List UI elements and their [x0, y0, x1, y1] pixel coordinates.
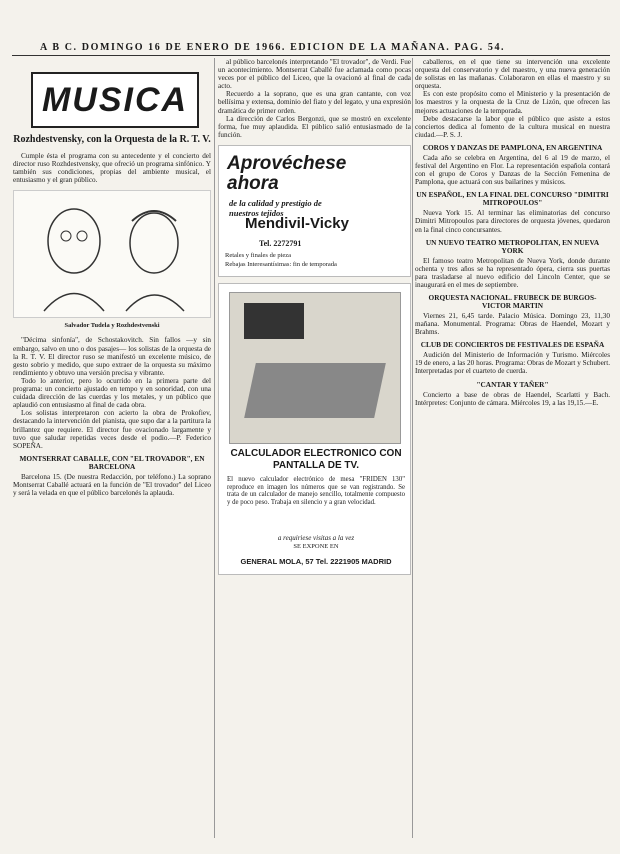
paragraph: Audición del Ministerio de Información y Turismo. Miércoles 19 de enero, a las 20 horas. Programa: Obras de Mozart y Schubert. Interpretadas por el cuarteto de cuerda. — [415, 351, 610, 376]
paragraph: al público barcelonés interpretando "El trovador", de Verdi. Fue un acontecimiento. Montserrat Caballé fue aclamada como pocas veces por el público del Liceo, que la ovacionó al final de cada acto. — [218, 58, 411, 91]
article-heading: MONTSERRAT CABALLE, CON "EL TROVADOR", EN BARCELONA — [19, 453, 205, 471]
article-title: Rozhdestvensky, con la Orquesta de la R. T. V. — [13, 134, 211, 145]
ad-request: a requiriese visitas a la vez — [277, 533, 355, 542]
ad-body: El nuevo calculador electrónico de mesa "FRIDEN 130" reproduce en imagen los números que se van registrando. Se trata de un calculador de manejo sencillo, totalmente compuesto y de poco peso. Trabaja en silencio y a gran velocidad. — [227, 475, 405, 506]
ad-line: Retales y finales de pieza — [225, 251, 292, 259]
paragraph: El famoso teatro Metropolitan de Nueva York, donde durante ochenta y tres años se ha representado ópera, cierra sus puertas para trasladarse al nuevo edificio del Lincoln Center, que se inaugurará en el mes de septiembre. — [415, 256, 610, 289]
ad-phone: Tel. 2272791 — [259, 238, 302, 248]
paragraph: Barcelona 15. (De nuestra Redacción, por teléfono.) La soprano Montserrat Caballé actuará en la función de "El trovador" del Liceo y será la velada en que el público barcelonés la aplauda. — [13, 472, 211, 497]
header-rule — [12, 55, 610, 56]
ad-brand: Mendivil-Vicky — [245, 214, 349, 232]
paragraph: Cada año se celebra en Argentina, del 6 al 19 de marzo, el festival del Argentino en Flor. La representación española contará con el grupo de Coros y Danzas de la Sección Femenina de Pamplona, que actuará con sus bailarines y músicos. — [415, 153, 610, 187]
paragraph: Viernes 21, 6,45 tarde. Palacio Música. Domingo 23, 11,30 mañana. Monumental. Programa: Obras de Haendel, Mozart y Brahms. — [415, 311, 610, 337]
ad-headline-line1: Aprovéchese — [227, 152, 347, 174]
tv-screen-icon — [244, 303, 304, 339]
article-heading: COROS Y DANZAS DE PAMPLONA, EN ARGENTINA — [422, 142, 603, 152]
column-2 — [218, 58, 411, 843]
article-heading: CLUB DE CONCIERTOS DE FESTIVALES DE ESPAÑA — [420, 340, 605, 350]
ad-address: GENERAL MOLA, 57 Tel. 2221905 MADRID — [240, 556, 392, 566]
article-heading: UN ESPAÑOL, EN LA FINAL DEL CONCURSO "DIMITRI MITROPOULOS" — [416, 190, 609, 208]
ad-tagline-line1: de la calidad y prestigio de — [229, 197, 322, 208]
column-3 — [415, 58, 610, 843]
page-header: A B C. DOMINGO 16 DE ENERO DE 1966. EDICION DE LA MAÑANA. PAG. 54. — [40, 42, 506, 53]
paragraph: "Décima sinfonía", de Schostakovitch. Sin fallos —y sin embargo, salvo en uno o dos pasajes— los solistas de la orquesta de la R. T. V. El director ruso se manifestó un excelente músico, de gesto sobrio y medido, que supo extraer de la orquesta su máximo rendimiento y obtuvo una versión precisa y vibrante. — [13, 336, 211, 377]
keyboard-icon — [244, 363, 386, 418]
paragraph: Nueva York 15. Al terminar las eliminatorias del concurso Dimitri Mitropoulos para directores de orquesta jóvenes, quedaron en la final cinco concursantes. — [415, 209, 610, 234]
paragraph: Cumple ésta el programa con su antecedente y el concierto del director ruso Rozhdestvensky, que ofreció un programa sinfónico. Y también sus condiciones, propias del ambiente musical, el entusiasmo y el gran público. — [13, 152, 211, 185]
calculator-advertisement — [218, 283, 411, 575]
ad-headline-line2: ahora — [227, 172, 279, 194]
calculator-photo — [229, 292, 401, 444]
paragraph: Concierto a base de obras de Haendel, Scarlatti y Bach. Intérpretes: Conjunto de cámara. Miércoles 19, a las 19,15.—E. — [415, 390, 610, 407]
ad-headline: CALCULADOR ELECTRONICO CON PANTALLA DE TV. — [230, 447, 402, 471]
paragraph: Es con este propósito como el Ministerio y la presentación de los maestros y la orquesta de la Cruz de Lizón, que ofrecen las mejores actuaciones de la temporada. — [415, 90, 610, 115]
ad-line: Rebajas Interesantísimas: fin de temporada — [225, 260, 337, 268]
section-title: MUSICA — [31, 72, 199, 128]
article-heading: UN NUEVO TEATRO METROPOLITAN, EN NUEVA YORK — [425, 237, 600, 255]
column-1 — [13, 58, 211, 843]
paragraph: Debe destacarse la labor que el público que asiste a estos conciertos dedica al fomento de la cultura musical en nuestra ciudad.—P. S. J. — [415, 114, 610, 139]
caricature-image — [13, 190, 211, 318]
paragraph: Todo lo anterior, pero lo ocurrido en la primera parte del programa: un concierto ajustado en tempo y en sonoridad, con una cuidada dirección de las cuerdas y los metales, y un público que aplaudió con entusiasmo al final de cada obra. — [13, 376, 211, 410]
article-heading: ORQUESTA NACIONAL. FRUBECK DE BURGOS-VICTOR MARTIN — [428, 292, 597, 310]
ad-exposed: SE EXPONE EN — [293, 542, 339, 550]
column-divider — [412, 58, 413, 838]
paragraph: caballeros, en el que tiene su intervención una excelente orquesta del conservatorio y del maestro, y una nueva generación de solistas en las mañanas. Colaboraron en ellas el maestro y su orquesta. — [415, 58, 610, 91]
column-divider — [214, 58, 215, 838]
article-heading: "CANTAR Y TAÑER" — [476, 379, 549, 389]
paragraph: Los solistas interpretaron con acierto la obra de Prokofiev, destacando la intervención del pianista, que supo dar a la partitura la brillantez que requiere. El director fue ovacionado largamente y tuvo que saludar repetidas veces desde el podio.—P. Federico SOPEÑA. — [13, 409, 211, 450]
paragraph: Recuerdo a la soprano, que es una gran cantante, con voz bellísima y extensa, dominio del fiato y del legato, y una expresión dramática de primer orden. — [218, 90, 411, 115]
image-caption: Salvador Tudela y Rozhdestvenski — [64, 322, 160, 330]
ad-tagline-line2: nuestros tejidos — [229, 207, 284, 218]
ad-headline — [227, 154, 346, 194]
paragraph: La dirección de Carlos Bergonzi, que se mostró en excelente forma, fue muy aplaudida. El público salió entusiasmado de la función. — [218, 114, 411, 139]
textile-advertisement — [218, 145, 411, 277]
